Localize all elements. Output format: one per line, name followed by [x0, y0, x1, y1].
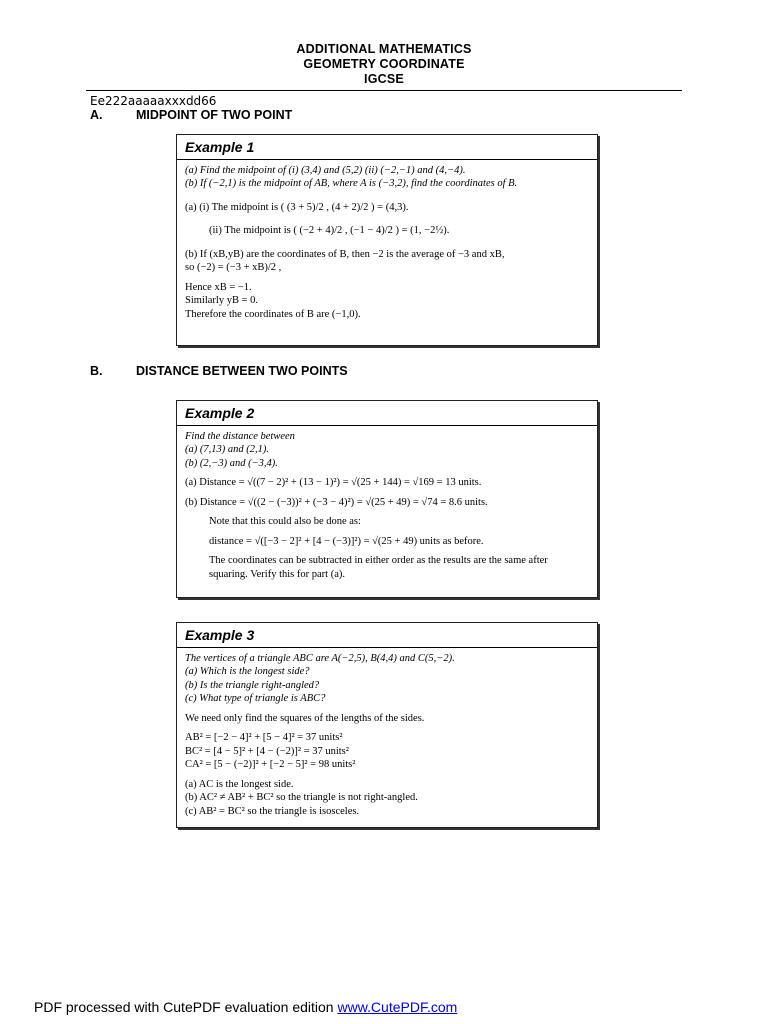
example-1-answer-a-i: (a) (i) The midpoint is ( (3 + 5)/2 , (4 + 2)/2 ) = (4,3). — [185, 201, 409, 213]
header-subject: ADDITIONAL MATHEMATICS — [296, 42, 472, 56]
example-2-note: Note that this could also be done as: — [209, 516, 361, 527]
document-id: Ee222aaaaaxxxdd66 — [90, 94, 217, 108]
example-3-ca: CA² = [5 − (−2)]² + [−2 − 5]² = 98 units² — [185, 759, 356, 770]
example-3-question-a: (a) Which is the longest side? — [185, 666, 310, 677]
example-1-title: Example 1 — [185, 139, 255, 155]
example-1-question-b: (b) If (−2,1) is the midpoint of AB, where A is (−3,2), find the coordinates of B. — [185, 178, 518, 189]
example-2-title: Example 2 — [185, 405, 255, 421]
example-3-bc: BC² = [4 − 5]² + [4 − (−2)]² = 37 units² — [185, 745, 349, 757]
example-1-divider — [177, 159, 597, 160]
example-2-remark-1: The coordinates can be subtracted in either order as the results are the same after — [209, 555, 548, 566]
example-3-question-b: (b) Is the triangle right-angled? — [185, 679, 320, 691]
header-rule — [86, 90, 682, 91]
section-a-title: MIDPOINT OF TWO POINT — [136, 108, 293, 122]
example-1-answer-b-eq: so (−2) = (−3 + xB)/2 , — [185, 262, 282, 273]
example-1-question-a: (a) Find the midpoint of (i) (3,4) and (5,2) (ii) (−2,−1) and (4,−4). — [185, 164, 466, 176]
example-1-answer-b: (b) If (xB,yB) are the coordinates of B, then −2 is the average of −3 and xB, — [185, 248, 505, 260]
section-a-letter: A. — [90, 108, 103, 122]
example-3-question-c: (c) What type of triangle is ABC? — [185, 693, 326, 704]
example-2-alt-distance: distance = √([−3 − 2]² + [4 − (−3)]²) = √(25 + 49) units as before. — [209, 535, 484, 547]
example-3-answer-a: (a) AC is the longest side. — [185, 778, 294, 790]
example-2-answer-b: (b) Distance = √((2 − (−3))² + (−3 − 4)²) = √(25 + 49) = √74 = 8.6 units. — [185, 496, 488, 508]
example-3-answer-c: (c) AB² = BC² so the triangle is isosceles. — [185, 805, 360, 817]
header-topic: GEOMETRY COORDINATE — [303, 57, 465, 71]
example-3-title: Example 3 — [185, 627, 255, 643]
example-2-question-a: (a) (7,13) and (2,1). — [185, 444, 269, 455]
pdf-footer — [34, 999, 457, 1015]
example-3-ab: AB² = [−2 − 4]² + [5 − 4]² = 37 units² — [185, 732, 343, 743]
example-3-answer-b: (b) AC² ≠ AB² + BC² so the triangle is not right-angled. — [185, 792, 418, 803]
header-level: IGCSE — [364, 72, 404, 86]
example-2-question-b: (b) (2,−3) and (−3,4). — [185, 457, 278, 469]
section-a-heading — [90, 108, 292, 122]
example-2-remark-2: squaring. Verify this for part (a). — [209, 568, 345, 580]
example-2-prompt: Find the distance between — [185, 430, 295, 442]
example-3-box — [176, 622, 598, 828]
footer-text: PDF processed with CutePDF evaluation edition — [34, 999, 338, 1015]
section-b-letter: B. — [90, 364, 103, 378]
example-2-divider — [177, 425, 597, 426]
example-2-answer-a: (a) Distance = √((7 − 2)² + (13 − 1)²) = √(25 + 144) = √169 = 13 units. — [185, 477, 482, 488]
example-1-answer-b-result: Therefore the coordinates of B are (−1,0). — [185, 308, 361, 320]
example-3-intro: We need only find the squares of the lengths of the sides. — [185, 712, 425, 724]
section-b-title: DISTANCE BETWEEN TWO POINTS — [136, 364, 348, 378]
example-1-answer-a-ii: (ii) The midpoint is ( (−2 + 4)/2 , (−1 − 4)/2 ) = (1, −2½). — [209, 225, 450, 236]
cutepdf-link[interactable]: www.CutePDF.com — [337, 999, 458, 1015]
example-2-box — [176, 400, 598, 598]
example-1-box — [176, 134, 598, 346]
example-1-answer-b-xb: Hence xB = −1. — [185, 281, 252, 293]
document-header — [0, 42, 768, 87]
example-3-divider — [177, 647, 597, 648]
section-b-heading — [90, 364, 348, 378]
example-1-answer-b-yb: Similarly yB = 0. — [185, 295, 259, 306]
example-3-prompt: The vertices of a triangle ABC are A(−2,5), B(4,4) and C(5,−2). — [185, 652, 455, 664]
